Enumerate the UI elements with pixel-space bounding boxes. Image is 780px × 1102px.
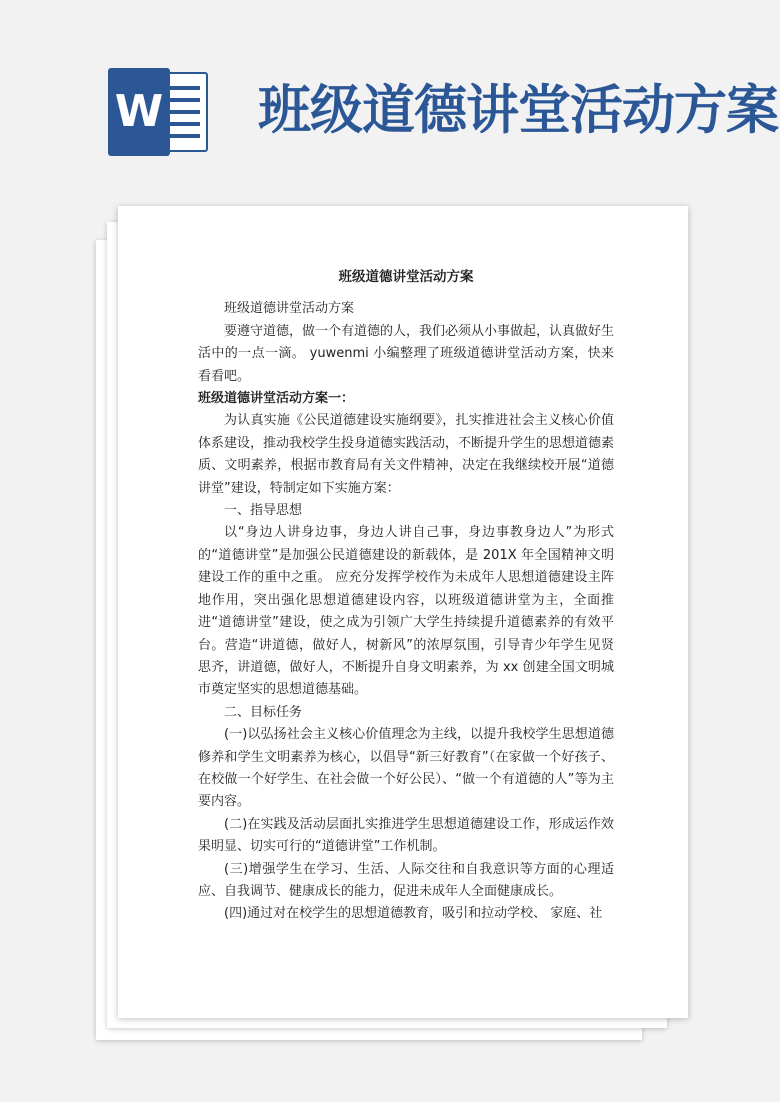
paragraph: 班级道德讲堂活动方案 <box>224 301 355 317</box>
word-document-icon <box>108 68 210 156</box>
banner-title: 班级道德讲堂活动方案 <box>258 80 778 141</box>
paragraph: 一、指导思想 <box>224 503 303 519</box>
paragraph-list <box>198 298 614 925</box>
paragraph: (四)通过对在校学生的思想道德教育，吸引和拉动学校、 家庭、社 <box>224 906 603 922</box>
paragraph: (三)增强学生在学习、生活、人际交往和自我意识等方面的心理适应、自我调节、健康成长的能力，促进未成年人全面健康成长。 <box>198 861 614 899</box>
document-title: 班级道德讲堂活动方案 <box>338 269 474 285</box>
document-page <box>118 206 688 1018</box>
banner <box>0 0 780 200</box>
paragraph: 要遵守道德，做一个有道德的人，我们必须从小事做起，认真做好生活中的一点一滴。 yuwenmi 小编整理了班级道德讲堂活动方案，快来看看吧。 <box>198 323 615 384</box>
paragraph: 班级道德讲堂活动方案一： <box>198 391 355 407</box>
document-body <box>198 266 614 926</box>
paragraph: 以“身边人讲身边事，身边人讲自己事，身边事教身边人”为形式的“道德讲堂”是加强公民道德建设的新载体，是 201X 年全国精神文明建设工作的重中之重。 应充分发挥学校作为未成年人思想道德建设主阵地作用，突出强化思想道德建设内容，以班级道德讲堂为主，全面推进“道德讲堂”建设，使之成为引领广大学生持续提升道德素养的有效平台。营造“讲道德，做好人，树新风”的浓厚氛围，引导青少年学生见贤思齐，讲道德，做好人，不断提升自身文明素养，为 xx 创建全国文明城市奠定坚实的思想道德基础。 <box>198 525 614 698</box>
paragraph: (二)在实践及活动层面扎实推进学生思想道德建设工作，形成运作效果明显、切实可行的“道德讲堂”工作机制。 <box>198 816 614 855</box>
paragraph: 为认真实施《公民道德建设实施纲要》，扎实推进社会主义核心价值体系建设，推动我校学生投身道德实践活动，不断提升学生的思想道德素质、文明素养，根据市教育局有关文件精神，决定在我继续校开展“道德讲堂”建设，特制定如下实施方案： <box>198 413 615 496</box>
paragraph: (一)以弘扬社会主义核心价值理念为主线，以提升我校学生思想道德修养和学生文明素养为核心，以倡导“新三好教育”（在家做一个好孩子、在校做一个好学生、在社会做一个好公民）、“做一个有道德的人”等为主要内容。 <box>198 727 614 810</box>
paragraph: 二、目标任务 <box>224 704 303 720</box>
word-icon-letter: W <box>108 68 170 156</box>
